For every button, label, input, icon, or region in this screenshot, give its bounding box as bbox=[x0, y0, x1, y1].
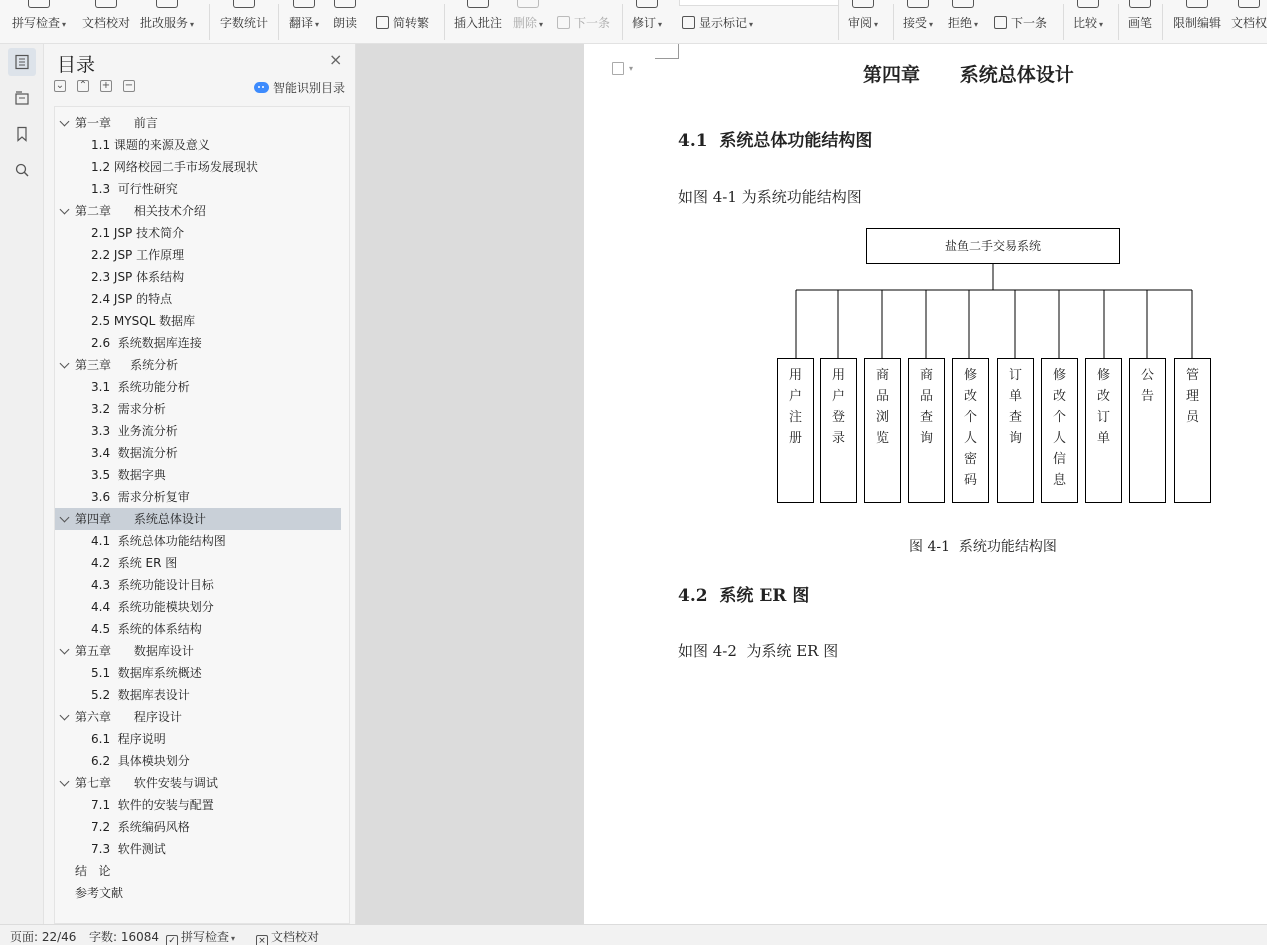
smart-toc-button[interactable]: 智能识别目录 bbox=[254, 79, 345, 96]
read-aloud-icon bbox=[334, 0, 356, 8]
toc-item[interactable]: 4.1 系统总体功能结构图 bbox=[91, 534, 226, 548]
next-change-icon bbox=[994, 16, 1007, 29]
side-icon-bar bbox=[0, 44, 44, 924]
toc-item[interactable]: 4.5 系统的体系结构 bbox=[91, 622, 202, 636]
next-comment-icon bbox=[557, 16, 570, 29]
delete-comment-button[interactable]: 删除 ▾ bbox=[513, 0, 543, 44]
section-paragraph-4-2: 如图 4-2 为系统 ER 图 bbox=[678, 642, 839, 660]
toc-item[interactable]: 5.1 数据库系统概述 bbox=[91, 666, 202, 680]
simplified-traditional-button[interactable]: 简转繁 bbox=[376, 0, 429, 44]
word-count-indicator[interactable]: 字数: 16084 bbox=[89, 930, 160, 944]
read-aloud-button[interactable]: 朗读 bbox=[333, 0, 357, 44]
toc-item[interactable]: 6.2 具体模块划分 bbox=[91, 754, 190, 768]
show-markup-icon bbox=[682, 16, 695, 29]
section-heading-4-1: 4.1 系统总体功能结构图 bbox=[678, 131, 873, 151]
reject-icon bbox=[952, 0, 974, 8]
toc-chapter-item[interactable]: 第二章 相关技术介绍 bbox=[55, 200, 341, 222]
toc-item[interactable]: 7.3 软件测试 bbox=[91, 842, 166, 856]
toc-item[interactable]: 3.2 需求分析 bbox=[91, 402, 166, 416]
chevron-down-icon[interactable] bbox=[60, 777, 70, 787]
reject-button[interactable]: 拒绝 ▾ bbox=[948, 0, 978, 44]
toc-item[interactable]: 1.1 课题的来源及意义 bbox=[91, 138, 210, 152]
toc-list bbox=[54, 106, 350, 924]
toc-chapter-item[interactable]: 第三章 系统分析 bbox=[55, 354, 341, 376]
status-spellcheck-button[interactable]: ✓ 拼写检查 ▾ bbox=[166, 928, 235, 945]
close-icon: × bbox=[256, 935, 268, 945]
diagram-leaf-node: 用户注册 bbox=[777, 358, 814, 503]
diagram-leaf-node: 公告 bbox=[1129, 358, 1166, 503]
doc-permission-icon bbox=[1238, 0, 1260, 8]
chevron-down-icon[interactable] bbox=[60, 205, 70, 215]
section-heading-4-2: 4.2 系统 ER 图 bbox=[678, 586, 810, 606]
diagram-leaf-node: 订单查询 bbox=[997, 358, 1034, 503]
diagram-leaf-node: 商品浏览 bbox=[864, 358, 901, 503]
collapse-all-button[interactable]: ⌄ bbox=[55, 80, 65, 91]
toc-item[interactable]: 2.4 JSP 的特点 bbox=[91, 292, 173, 306]
compare-icon bbox=[1077, 0, 1099, 8]
translate-button[interactable]: 翻译 ▾ bbox=[289, 0, 319, 44]
track-changes-button[interactable]: 修订 ▾ bbox=[632, 0, 662, 44]
diagram-leaf-node: 用户登录 bbox=[820, 358, 857, 503]
word-count-icon bbox=[233, 0, 255, 8]
diagram-leaf-node: 商品查询 bbox=[908, 358, 945, 503]
toc-panel bbox=[44, 44, 356, 924]
toc-item[interactable]: 3.6 需求分析复审 bbox=[91, 490, 190, 504]
page-margin-marker bbox=[655, 44, 679, 59]
insert-comment-icon bbox=[467, 0, 489, 8]
diagram-root-node: 盐鱼二手交易系统 bbox=[866, 228, 1120, 264]
toc-item[interactable]: 4.3 系统功能设计目标 bbox=[91, 578, 214, 592]
smart-assistant-icon bbox=[254, 82, 269, 93]
restrict-editing-icon bbox=[1186, 0, 1208, 8]
chevron-down-icon[interactable] bbox=[60, 711, 70, 721]
chevron-down-icon: ▾ bbox=[629, 64, 634, 73]
toc-item[interactable]: 3.5 数据字典 bbox=[91, 468, 166, 482]
chevron-down-icon[interactable] bbox=[60, 117, 70, 127]
toc-item[interactable]: 1.2 网络校园二手市场发展现状 bbox=[91, 160, 258, 174]
translate-icon bbox=[293, 0, 315, 8]
diagram-leaf-node: 修改个人密码 bbox=[952, 358, 989, 503]
toc-item[interactable]: 6.1 程序说明 bbox=[91, 732, 166, 746]
review-icon bbox=[852, 0, 874, 8]
toc-item[interactable]: 参考文献 bbox=[75, 886, 124, 900]
toc-item[interactable]: 2.3 JSP 体系结构 bbox=[91, 270, 185, 284]
show-markup-button[interactable]: 显示标记 ▾ bbox=[682, 0, 753, 44]
document-icon[interactable] bbox=[612, 62, 624, 75]
toc-chapter-item[interactable]: 第六章 程序设计 bbox=[55, 706, 341, 728]
status-proofread-button[interactable]: × 文档校对 bbox=[256, 928, 319, 945]
toc-chapter-item[interactable]: 第七章 软件安装与调试 bbox=[55, 772, 341, 794]
remove-heading-button[interactable]: − bbox=[124, 80, 134, 91]
review-button[interactable]: 审阅 ▾ bbox=[848, 0, 878, 44]
ribbon-toolbar bbox=[0, 0, 1267, 44]
pen-button[interactable]: 画笔 bbox=[1128, 0, 1152, 44]
section-paragraph-4-1: 如图 4-1 为系统功能结构图 bbox=[678, 188, 862, 206]
page-indicator[interactable]: 页面: 22/46 bbox=[10, 930, 77, 944]
toc-item[interactable]: 2.6 系统数据库连接 bbox=[91, 336, 202, 350]
compare-button[interactable]: 比较 ▾ bbox=[1073, 0, 1103, 44]
simplified-traditional-icon bbox=[376, 16, 389, 29]
next-comment-button[interactable]: 下一条 bbox=[557, 0, 610, 44]
toc-item[interactable]: 4.2 系统 ER 图 bbox=[91, 556, 178, 570]
navigation-icon[interactable] bbox=[8, 84, 36, 112]
search-icon[interactable] bbox=[8, 156, 36, 184]
track-changes-icon bbox=[636, 0, 658, 8]
next-change-button[interactable]: 下一条 bbox=[994, 0, 1047, 44]
toc-icon[interactable] bbox=[8, 48, 36, 76]
close-icon[interactable]: × bbox=[329, 50, 343, 69]
expand-up-button[interactable]: ⌃ bbox=[78, 80, 88, 91]
chapter-title: 第四章 系统总体设计 bbox=[863, 64, 1074, 86]
toc-item[interactable]: 7.2 系统编码风格 bbox=[91, 820, 190, 834]
toc-title: 目录 bbox=[57, 54, 96, 76]
delete-comment-icon bbox=[517, 0, 539, 8]
accept-icon bbox=[907, 0, 929, 8]
bookmark-icon[interactable] bbox=[8, 120, 36, 148]
toc-item[interactable]: 2.5 MYSQL 数据库 bbox=[91, 314, 196, 328]
insert-comment-button[interactable]: 插入批注 bbox=[454, 0, 502, 44]
diagram-leaf-node: 修改个人信息 bbox=[1041, 358, 1078, 503]
toc-item[interactable]: 2.2 JSP 工作原理 bbox=[91, 248, 185, 262]
doc-permission-button[interactable]: 文档权 bbox=[1231, 0, 1267, 44]
chevron-down-icon[interactable] bbox=[60, 645, 70, 655]
toc-item[interactable]: 3.1 系统功能分析 bbox=[91, 380, 190, 394]
diagram-leaf-node: 管理员 bbox=[1174, 358, 1211, 503]
toc-item[interactable]: 3.3 业务流分析 bbox=[91, 424, 178, 438]
toc-chapter-item[interactable]: 第一章 前言 bbox=[55, 112, 341, 134]
restrict-editing-button[interactable]: 限制编辑 bbox=[1173, 0, 1221, 44]
add-heading-button[interactable]: + bbox=[101, 80, 111, 91]
proofread-button[interactable]: 文档校对 bbox=[82, 0, 130, 44]
accept-button[interactable]: 接受 ▾ bbox=[903, 0, 933, 44]
chevron-down-icon[interactable] bbox=[60, 359, 70, 369]
toc-chapter-item[interactable]: 第四章 系统总体设计 bbox=[55, 508, 341, 530]
toc-item[interactable]: 4.4 系统功能模块划分 bbox=[91, 600, 214, 614]
review-service-button[interactable]: 批改服务 ▾ bbox=[140, 0, 194, 44]
toc-item[interactable]: 7.1 软件的安装与配置 bbox=[91, 798, 214, 812]
toc-item[interactable]: 结 论 bbox=[75, 864, 111, 878]
toc-item[interactable]: 1.3 可行性研究 bbox=[91, 182, 178, 196]
check-icon: ✓ bbox=[166, 935, 178, 945]
pen-icon bbox=[1129, 0, 1151, 8]
status-bar bbox=[0, 924, 1267, 945]
toc-item[interactable]: 3.4 数据流分析 bbox=[91, 446, 178, 460]
review-service-icon bbox=[156, 0, 178, 8]
chevron-down-icon[interactable] bbox=[60, 513, 70, 523]
spellcheck-button[interactable]: 拼写检查 ▾ bbox=[12, 0, 66, 44]
diagram-leaf-node: 修改订单 bbox=[1085, 358, 1122, 503]
word-count-button[interactable]: 字数统计 bbox=[220, 0, 268, 44]
proofread-icon bbox=[95, 0, 117, 8]
figure-caption: 图 4-1 系统功能结构图 bbox=[909, 539, 1057, 555]
spellcheck-icon bbox=[28, 0, 50, 8]
toc-chapter-item[interactable]: 第五章 数据库设计 bbox=[55, 640, 341, 662]
toc-item[interactable]: 2.1 JSP 技术简介 bbox=[91, 226, 185, 240]
toc-item[interactable]: 5.2 数据库表设计 bbox=[91, 688, 190, 702]
